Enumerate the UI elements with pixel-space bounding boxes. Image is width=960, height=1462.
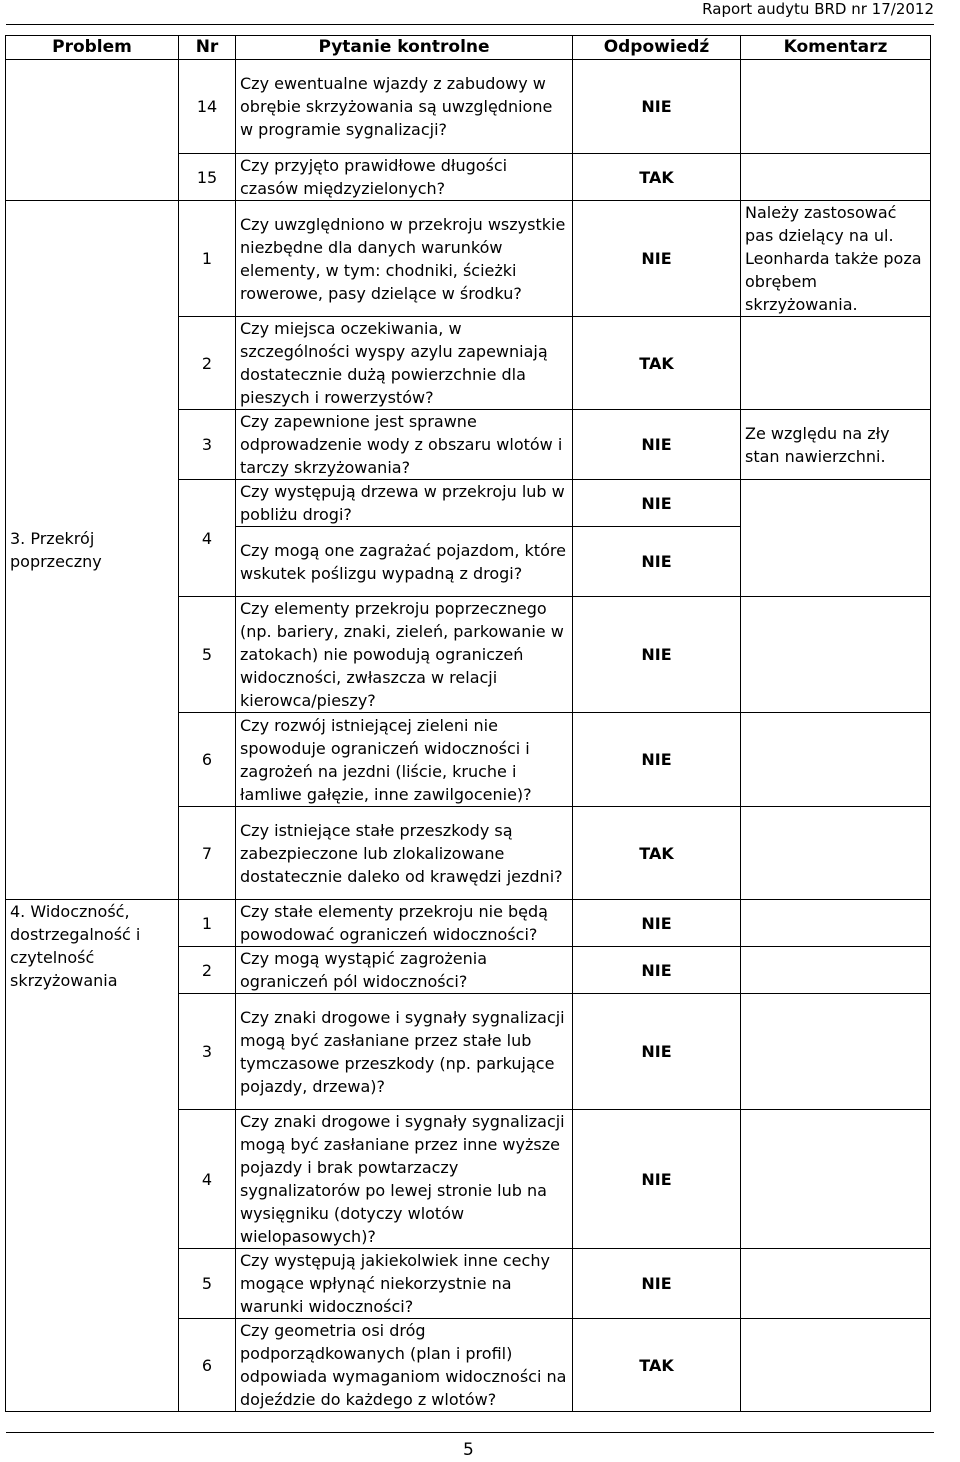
problem-cell-widocznosc [6,900,179,1412]
row-answer: NIE [573,1249,741,1319]
row-comment [741,1110,931,1249]
row-nr: 2 [179,947,236,994]
row-question: Czy geometria osi dróg podporządkowanych (plan i profil) odpowiada wymaganiom widoczności na dojeździe do każdego z wlotów? [236,1319,573,1412]
row-answer: TAK [573,317,741,410]
row-nr: 4 [179,480,236,597]
row-question: Czy istniejące stałe przeszkody są zabezpieczone lub zlokalizowane dostatecznie daleko od krawędzi jezdni? [236,807,573,900]
row-question: Czy znaki drogowe i sygnały sygnalizacji mogą być zasłaniane przez stałe lub tymczasowe przeszkody (np. parkujące pojazdy, drzewa)? [236,994,573,1110]
row-nr: 4 [179,1110,236,1249]
footer-divider [6,1432,934,1433]
table-row [6,201,931,317]
report-title: Raport audytu BRD nr 17/2012 [702,0,934,18]
col-header-nr: Nr [179,36,236,60]
row-nr: 3 [179,410,236,480]
row-comment [741,947,931,994]
col-header-problem: Problem [6,36,179,60]
row-answer: NIE [573,947,741,994]
row-answer-secondary: NIE [573,527,741,597]
row-question: Czy zapewnione jest sprawne odprowadzenie wody z obszaru wlotów i tarczy skrzyżowania? [236,410,573,480]
row-answer: NIE [573,713,741,807]
row-comment [741,1319,931,1412]
row-nr: 14 [179,60,236,154]
row-nr: 1 [179,201,236,317]
row-answer: NIE [573,480,741,527]
page-number: 5 [463,1440,474,1460]
row-comment: Ze względu na zły stan nawierzchni. [741,410,931,480]
row-comment [741,807,931,900]
row-answer: NIE [573,900,741,947]
row-comment [741,713,931,807]
row-comment [741,994,931,1110]
row-question: Czy stałe elementy przekroju nie będą powodować ograniczeń widoczności? [236,900,573,947]
checklist-table [5,35,931,1412]
problem-label: 4. Widoczność, dostrzegalność i czytelność skrzyżowania [10,902,141,990]
row-nr: 7 [179,807,236,900]
row-comment [741,900,931,947]
row-nr: 15 [179,154,236,201]
table-row [6,900,931,947]
row-answer: NIE [573,994,741,1110]
row-nr: 6 [179,713,236,807]
row-answer: TAK [573,154,741,201]
problem-cell-empty [6,60,179,201]
row-question-secondary: Czy mogą one zagrażać pojazdom, które wskutek poślizgu wypadną z drogi? [236,527,573,597]
row-question: Czy znaki drogowe i sygnały sygnalizacji mogą być zasłaniane przez inne wyższe pojazdy i brak powtarzaczy sygnalizatorów po lewej stronie lub na wysięgniku (dotyczy wlotów wielopasowych)? [236,1110,573,1249]
row-nr: 1 [179,900,236,947]
row-question: Czy miejsca oczekiwania, w szczególności wyspy azylu zapewniają dostatecznie dużą powierzchnie dla pieszych i rowerzystów? [236,317,573,410]
table-header-row [6,36,931,60]
row-question: Czy elementy przekroju poprzecznego (np. bariery, znaki, zieleń, parkowanie w zatokach) nie powodują ograniczeń widoczności, zwłaszcza w relacji kierowca/pieszy? [236,597,573,713]
row-answer: TAK [573,1319,741,1412]
row-comment [741,154,931,201]
row-question: Czy rozwój istniejącej zieleni nie spowoduje ograniczeń widoczności i zagrożeń na jezdni (liście, kruche i łamliwe gałęzie, inne zawilgocenie)? [236,713,573,807]
row-comment [741,480,931,597]
row-question: Czy występują drzewa w przekroju lub w pobliżu drogi? [236,480,573,527]
table-row [6,60,931,154]
row-question: Czy występują jakiekolwiek inne cechy mogące wpłynąć niekorzystnie na warunki widoczności? [236,1249,573,1319]
problem-cell-przekroj [6,201,179,900]
row-answer: NIE [573,201,741,317]
col-header-comment: Komentarz [741,36,931,60]
row-nr: 5 [179,1249,236,1319]
col-header-question: Pytanie kontrolne [236,36,573,60]
row-question: Czy uwzględniono w przekroju wszystkie niezbędne dla danych warunków elementy, w tym: chodniki, ścieżki rowerowe, pasy dzielące w środku? [236,201,573,317]
row-answer: NIE [573,597,741,713]
row-question: Czy mogą wystąpić zagrożenia ograniczeń pól widoczności? [236,947,573,994]
row-answer: TAK [573,807,741,900]
row-comment: Należy zastosować pas dzielący na ul. Leonharda także poza obrębem skrzyżowania. [741,201,931,317]
row-question: Czy przyjęto prawidłowe długości czasów międzyzielonych? [236,154,573,201]
row-comment [741,317,931,410]
row-question: Czy ewentualne wjazdy z zabudowy w obrębie skrzyżowania są uwzględnione w programie sygnalizacji? [236,60,573,154]
header-divider [6,24,934,25]
col-header-answer: Odpowiedź [573,36,741,60]
row-answer: NIE [573,60,741,154]
row-answer: NIE [573,1110,741,1249]
row-nr: 6 [179,1319,236,1412]
row-nr: 2 [179,317,236,410]
row-comment [741,60,931,154]
row-comment [741,1249,931,1319]
problem-label: 3. Przekrój poprzeczny [10,529,102,571]
row-nr: 3 [179,994,236,1110]
row-answer: NIE [573,410,741,480]
row-nr: 5 [179,597,236,713]
row-comment [741,597,931,713]
